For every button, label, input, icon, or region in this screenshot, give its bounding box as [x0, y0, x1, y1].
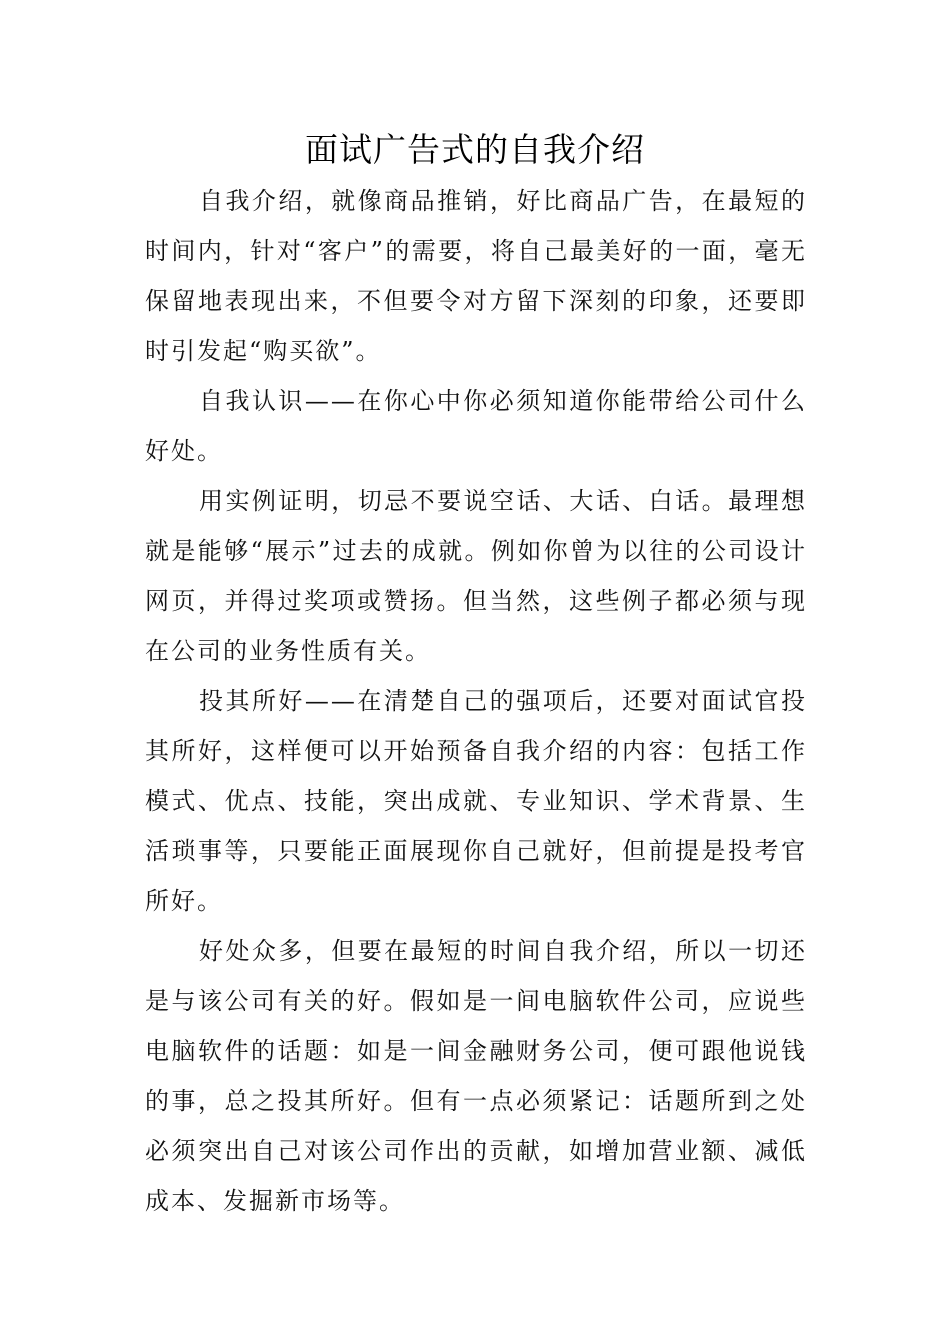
document-body: [145, 176, 807, 1226]
paragraph-benefits: 好处众多，但要在最短的时间自我介绍，所以一切还是与该公司有关的好。假如是一间电脑软件公司，应说些电脑软件的话题：如是一间金融财务公司，便可跟他说钱的事，总之投其所好。但有一点必须紧记：话题所到之处必须突出自己对该公司作出的贡献，如增加营业额、减低成本、发掘新市场等。: [145, 937, 807, 1215]
paragraph-examples: 用实例证明，切忌不要说空话、大话、白话。最理想就是能够“展示”过去的成就。例如你曾为以往的公司设计网页，并得过奖项或赞扬。但当然，这些例子都必须与现在公司的业务性质有关。: [145, 487, 807, 665]
paragraph-cater: 投其所好——在清楚自己的强项后，还要对面试官投其所好，这样便可以开始预备自我介绍的内容：包括工作模式、优点、技能，突出成就、专业知识、学术背景、生活琐事等，只要能正面展现你自己就好，但前提是投考官所好。: [145, 687, 807, 915]
paragraph-self-awareness: 自我认识——在你心中你必须知道你能带给公司什么好处。: [145, 387, 807, 465]
paragraph-intro: 自我介绍，就像商品推销，好比商品广告，在最短的时间内，针对“客户”的需要，将自己最美好的一面，毫无保留地表现出来，不但要令对方留下深刻的印象，还要即时引发起“购买欲”。: [145, 187, 807, 365]
document-title: 面试广告式的自我介绍: [305, 130, 645, 169]
